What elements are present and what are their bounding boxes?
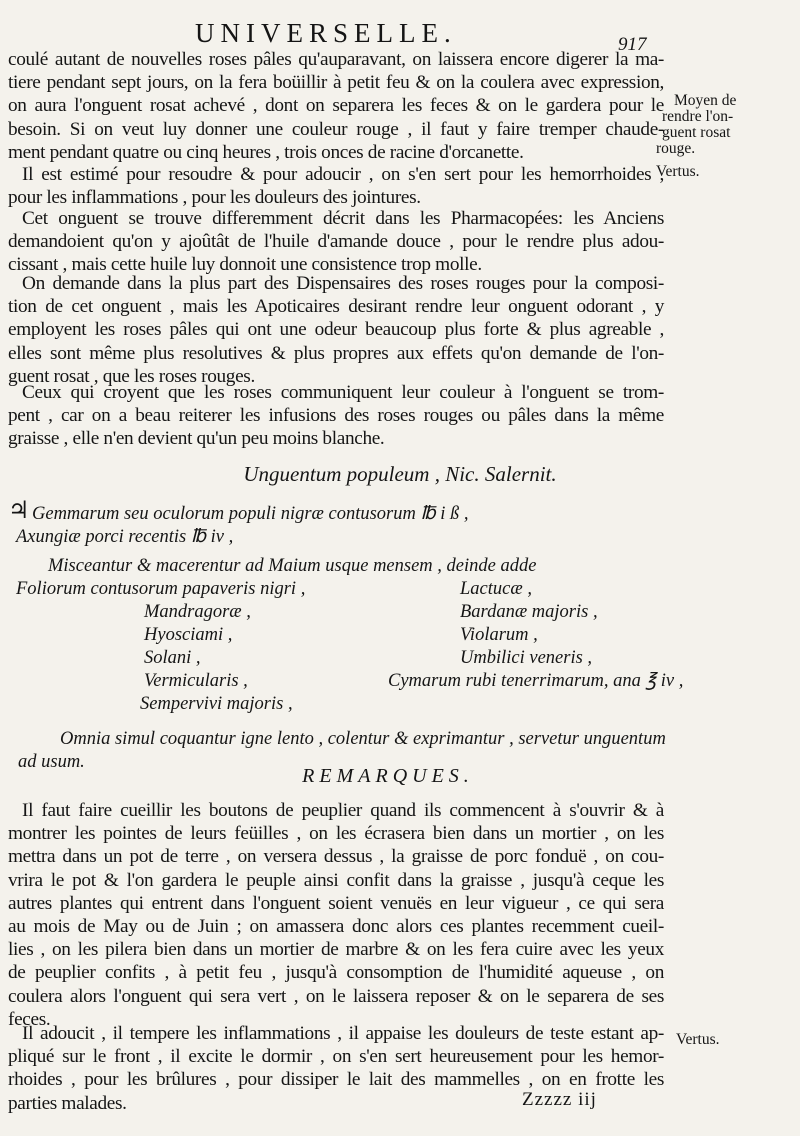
recipe-title: Unguentum populeum , Nic. Salernit.	[243, 462, 557, 486]
recipe-text: Axungiæ porci recentis ℔ iv ,	[16, 527, 234, 547]
text-line: demandoient qu'on y ajoûtât de l'huile d'amande douce , pour le rendre plus adou-	[8, 231, 664, 253]
recipe-line	[8, 670, 688, 693]
recipe-line	[8, 647, 688, 670]
paragraph-couleur	[8, 381, 664, 451]
margin-note-moyen	[656, 92, 737, 157]
margin-note-line: guent rosat	[662, 124, 731, 141]
recipe-text: Vermicularis ,	[144, 671, 248, 691]
text-line: rhoides , pour les brûlures , pour dissiper le lait des mammelles , on en frotte les	[8, 1069, 664, 1091]
remarques-heading: REMARQUES.	[302, 765, 474, 787]
text-line: graisse , elle n'en devient qu'un peu moins blanche.	[8, 428, 385, 450]
text-line: lies , on les pilera bien dans un mortier de marbre & on les fera cuire avec les yeux	[8, 939, 664, 961]
signature-mark: Zzzzz iij	[522, 1089, 597, 1110]
text-line: pour les inflammations , pour les douleurs des jointures.	[8, 187, 421, 209]
running-title: UNIVERSELLE.	[195, 18, 457, 48]
recipe-text: Violarum ,	[460, 625, 538, 645]
text-line: guent rosat , que les roses rouges.	[8, 365, 255, 387]
recipe-line	[8, 526, 688, 549]
margin-note-vertus: Vertus.	[656, 163, 700, 180]
margin-note-line: rendre l'on-	[662, 108, 734, 125]
recipe-symbol: ♃	[8, 498, 30, 524]
recipe-line	[8, 555, 688, 578]
text-line: coulera alors l'onguent qui sera vert , on le laissera reposer & on le separera de ses	[8, 985, 664, 1007]
recipe-text: Solani ,	[144, 648, 201, 668]
paragraph-estime	[8, 163, 664, 209]
recipe-line	[8, 498, 688, 526]
paragraph-pharmacopees	[8, 207, 664, 277]
recipe-text: Misceantur & macerentur ad Maium usque mensem , deinde adde	[48, 556, 537, 576]
paragraph-cueillir	[8, 799, 664, 1031]
text-line: tion de cet onguent , mais les Apoticaires desirant rendre leur onguent odorant , y	[8, 296, 664, 318]
recipe-text: Cymarum rubi tenerrimarum, ana ℥ iv ,	[388, 671, 684, 691]
text-line: Il est estimé pour resoudre & pour adoucir , on s'en sert pour les hemorrhoides ,	[22, 164, 664, 185]
paragraph-ongent-rosat	[8, 48, 664, 164]
text-line: Cet onguent se trouve differemment décrit dans les Pharmacopées: les Anciens	[22, 208, 664, 229]
text-line: Il faut faire cueillir les boutons de peuplier quand ils commencent à s'ouvrir & à	[22, 800, 664, 821]
text-line: besoin. Si on veut luy donner une couleur rouge , il faut y faire tremper chaude-	[8, 118, 664, 140]
text-line: autres plantes qui entrent dans l'onguent soient venuës en leur vigueur , ce qui sera	[8, 892, 664, 914]
text-line: cissant , mais cette huile luy donnoit une consistence trop molle.	[8, 254, 482, 276]
paragraph-dispensaires	[8, 272, 664, 388]
text-line: ment pendant quatre ou cinq heures , trois onces de racine d'orcanette.	[8, 141, 524, 163]
text-line: coulé autant de nouvelles roses pâles qu'auparavant, on laissera encore digerer la ma-	[8, 49, 664, 70]
page-number: 917	[618, 34, 647, 55]
text-line: feces.	[8, 1008, 51, 1030]
recipe-line	[8, 601, 688, 624]
text-line: employent les roses pâles qui ont une odeur beaucoup plus forte & plus agreable ,	[8, 319, 664, 341]
margin-note-line: rouge.	[656, 140, 696, 157]
recipe-text: Sempervivi majoris ,	[140, 694, 293, 714]
recipe-text: Foliorum contusorum papaveris nigri ,	[16, 579, 306, 599]
recipe-line	[8, 728, 688, 751]
text-line: elles sont même plus resolutives & plus propres aux effets qu'on demande de l'on-	[8, 342, 664, 364]
text-line: On demande dans la plus part des Dispensaires des roses rouges pour la composi-	[22, 273, 664, 294]
recipe-text: Mandragoræ ,	[144, 602, 251, 622]
text-line: au mois de May ou de Juin ; on amassera donc alors ces plantes recemment cueil-	[8, 916, 664, 938]
recipe-text: Hyosciami ,	[144, 625, 233, 645]
recipe-text: ad usum.	[18, 752, 85, 772]
margin-note-line: Moyen de	[674, 92, 737, 109]
recipe-text: Umbilici veneris ,	[460, 648, 593, 668]
margin-note-vertus: Vertus.	[676, 1031, 720, 1048]
recipe-text: Lactucæ ,	[460, 579, 532, 599]
text-line: pliqué sur le front , il excite le dormir , on s'en sert heureusement pour les hemor-	[8, 1046, 664, 1068]
text-line: mettra dans un pot de terre , on versera dessus , la graisse de porc fonduë , on cou-	[8, 846, 664, 868]
recipe-text: Omnia simul coquantur igne lento , colentur & exprimantur , servetur unguentum	[60, 729, 666, 749]
text-line: on aura l'onguent rosat achevé , dont on separera les feces & on le gardera pour le	[8, 95, 664, 117]
text-line: tiere pendant sept jours, on la fera boüillir à petit feu & on la coulera avec expression,	[8, 72, 664, 94]
text-line: montrer les pointes de leurs feüilles , on les écrasera bien dans un mortier , on les	[8, 823, 664, 845]
text-line: vrira le pot & l'on gardera le peuple ainsi confit dans la graisse , jusqu'à ceque les	[8, 869, 664, 891]
text-line: de peuplier confits , à petit feu , jusqu'à consomption de l'humidité aqueuse , on	[8, 962, 664, 984]
recipe-line	[8, 624, 688, 647]
recipe-text: Bardanæ majoris ,	[460, 602, 598, 622]
recipe-line	[8, 578, 688, 601]
text-line: Il adoucit , il tempere les inflammations , il appaise les douleurs de teste estant ap-	[22, 1023, 664, 1044]
text-line: Ceux qui croyent que les roses communiquent leur couleur à l'onguent se trom-	[22, 382, 664, 403]
text-line: parties malades.	[8, 1092, 127, 1114]
recipe-text: Gemmarum seu oculorum populi nigræ contusorum ℔ i ß ,	[32, 504, 469, 524]
text-line: pent , car on a beau reiterer les infusions des roses rouges ou pâles dans la même	[8, 405, 664, 427]
recipe-line	[8, 693, 688, 716]
recipe-block	[8, 498, 688, 774]
